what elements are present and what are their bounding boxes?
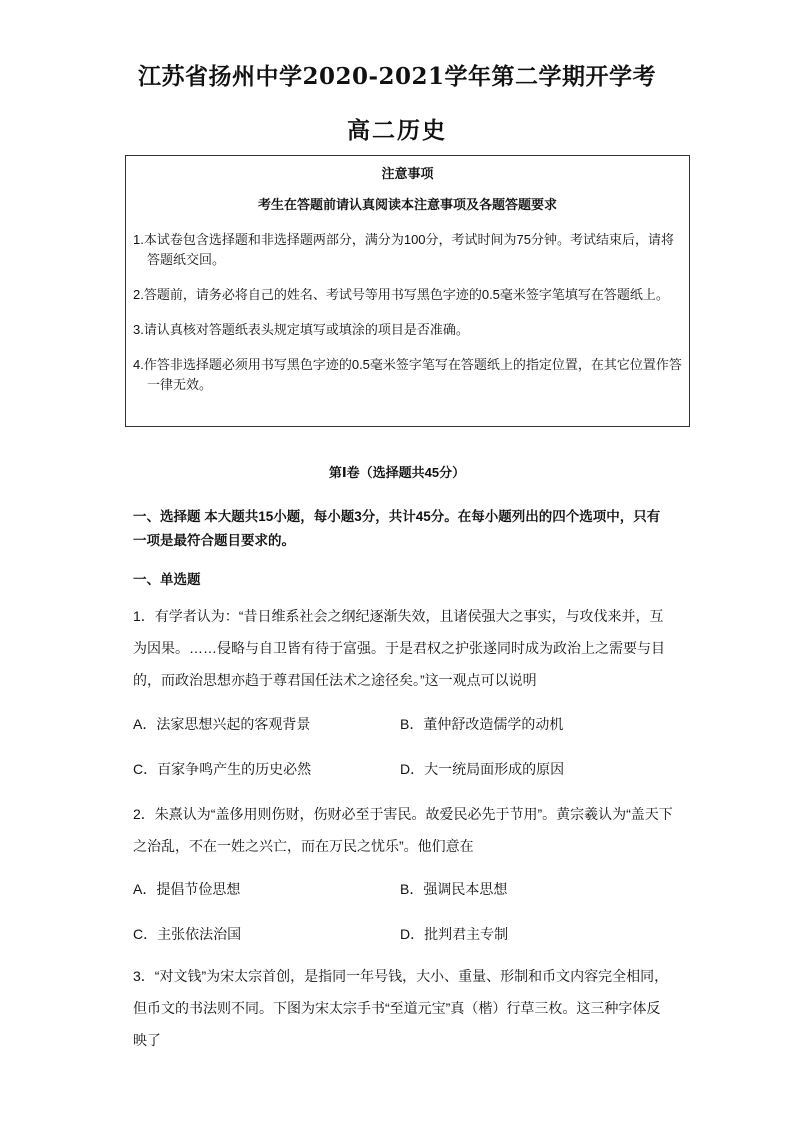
exam-subject: 高二历史 [347,117,447,144]
section-title: 第Ⅰ卷（选择题共45分） [328,465,466,480]
question-2-option-d: D．批判君主专制 [400,926,509,942]
question-2-option-a: A．提倡节俭思想 [133,881,241,897]
section-subtitle: 一、单选题 [133,572,201,587]
notice-item: 2.答题前，请务必将自己的姓名、考试号等用书写黑色字迹的0.5毫米签字笔填写在答题纸上。 [133,287,669,302]
notice-item: 1.本试卷包含选择题和非选择题两部分，满分为100分，考试时间为75分钟。考试结束后，请将答题纸交回。 [133,232,674,267]
notice-subheading: 考生在答题前请认真阅读本注意事项及各题答题要求 [257,197,557,212]
notice-item: 3.请认真核对答题纸表头规定填写或填涂的项目是否准确。 [133,322,469,337]
question-1-stem: 1．有学者认为：“昔日维系社会之纲纪逐渐失效，且诸侯强大之事实，与攻伐来并，互为因果。……侵略与自卫皆有待于富强。于是君权之护张遂同时成为政治上之需要与目的，而政治思想亦趋于尊君国任法术之途径矣。”这一观点可以说明 [133,608,665,688]
question-1-option-c: C．百家争鸣产生的历史必然 [133,761,312,777]
notice-heading: 注意事项 [381,166,434,181]
exam-title: 江苏省扬州中学2020-2021学年第二学期开学考 [137,63,657,90]
question-1-option-a: A．法家思想兴起的客观背景 [133,716,311,732]
question-2-stem: 2．朱熹认为“盖侈用则伤财，伤财必至于害民。故爱民必先于节用”。黄宗羲认为“盖天下之治乱，不在一姓之兴亡，而在万民之忧乐”。他们意在 [133,806,673,854]
question-2-option-c: C．主张依法治国 [133,926,242,942]
question-1-option-b: B．董仲舒改造儒学的动机 [400,716,564,732]
question-1-option-d: D．大一统局面形成的原因 [400,761,565,777]
notice-item: 4.作答非选择题必须用书写黑色字迹的0.5毫米签字笔写在答题纸上的指定位置，在其它位置作答一律无效。 [133,357,682,392]
section-intro: 一、选择题 本大题共15小题，每小题3分，共计45分。在每小题列出的四个选项中，只有一项是最符合题目要求的。 [133,509,661,548]
question-3-stem: 3．“对文钱”为宋太宗首创，是指同一年号钱，大小、重量、形制和币文内容完全相同，但币文的书法则不同。下图为宋太宗手书“至道元宝”真（楷）行草三枚。这三种字体反映了 [133,968,669,1048]
question-2-option-b: B．强调民本思想 [400,881,508,897]
notice-box [125,155,690,427]
notice-list [133,230,685,410]
